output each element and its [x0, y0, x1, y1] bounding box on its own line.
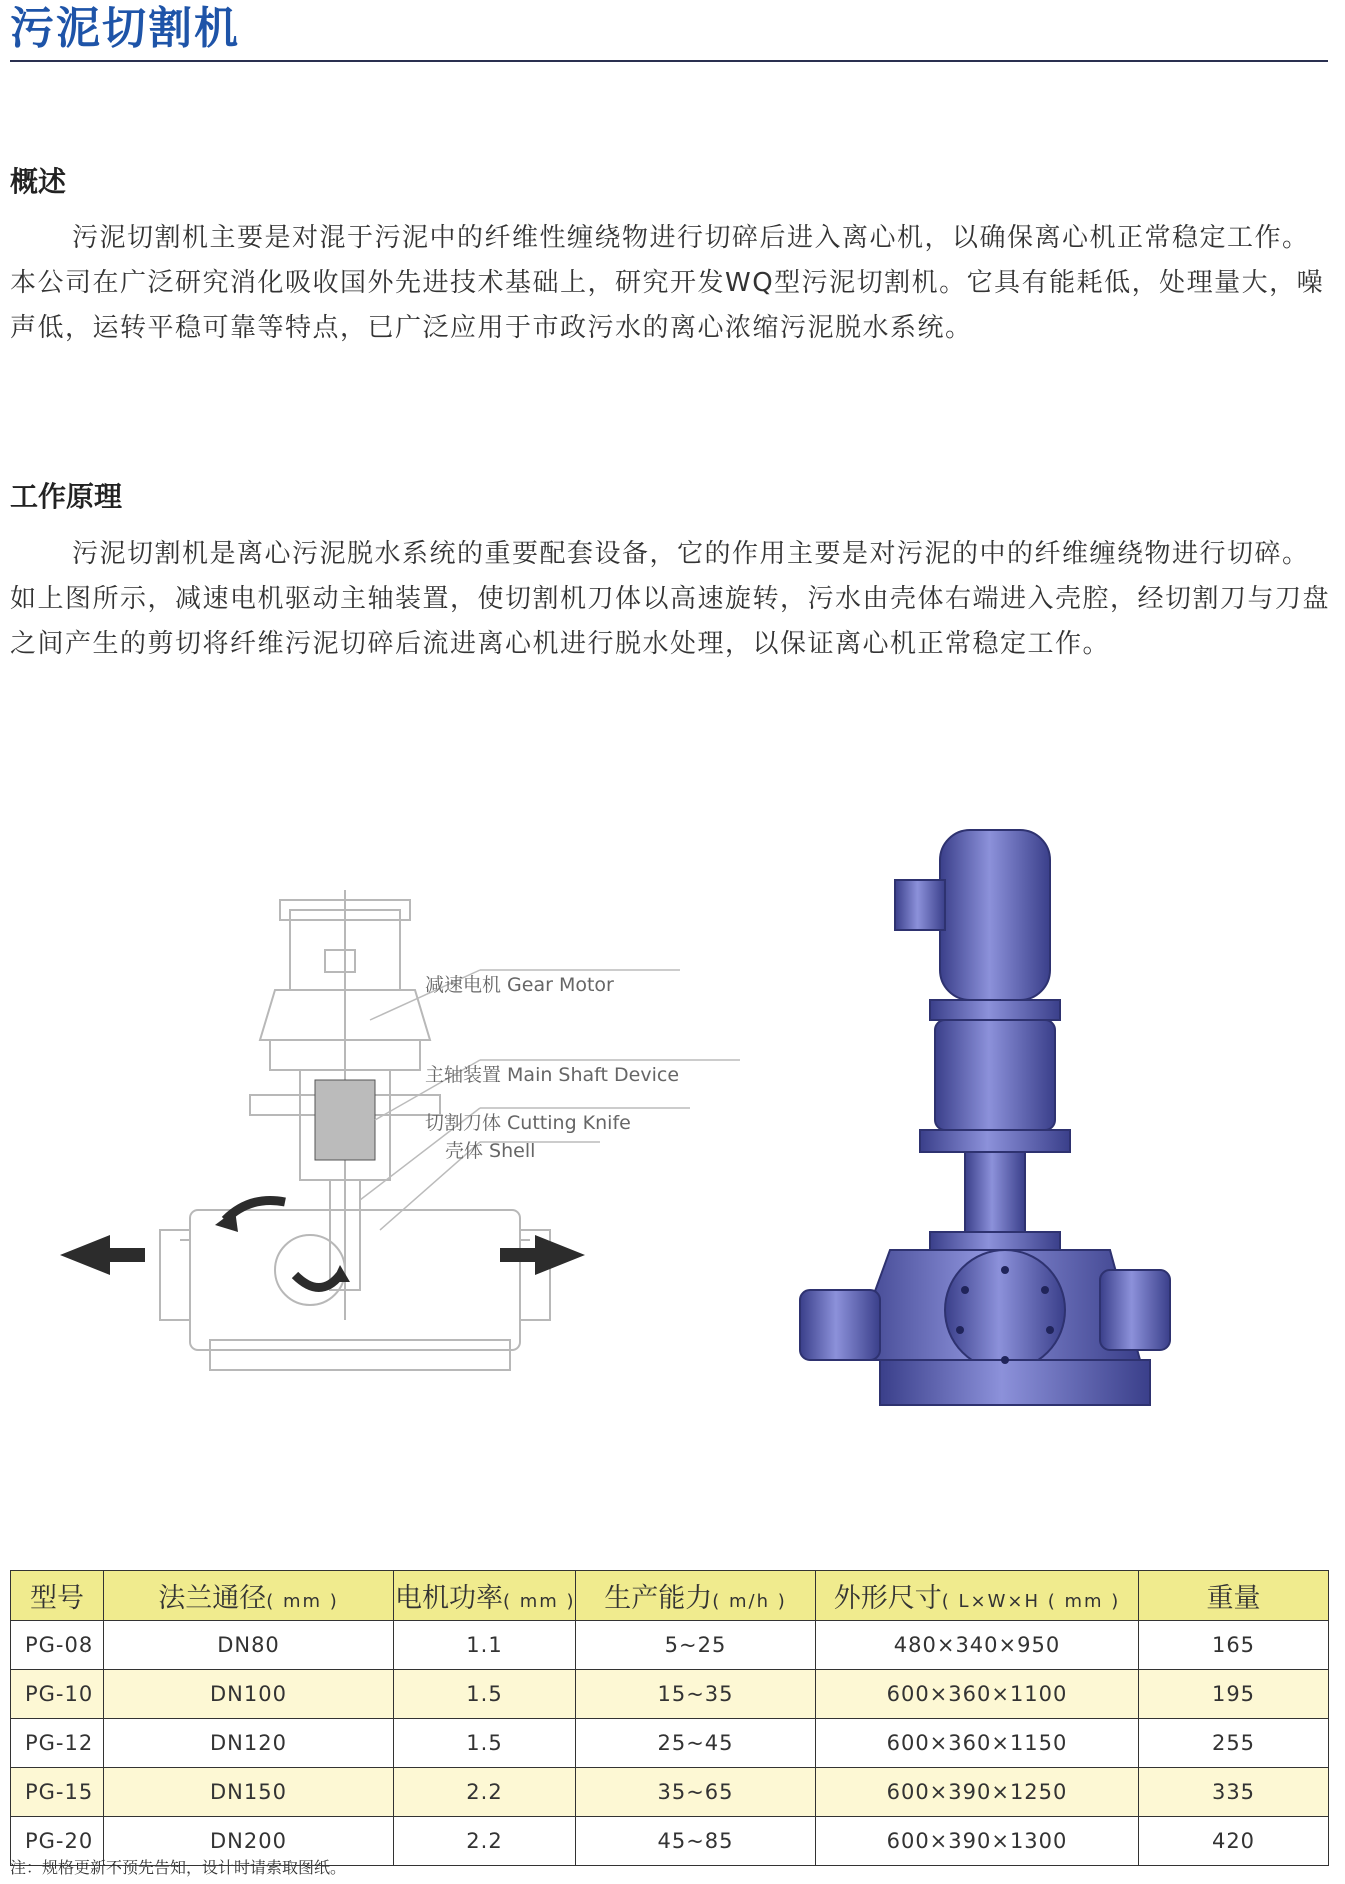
spec-table [10, 1570, 1329, 1866]
overview-heading: 概述 [10, 165, 67, 198]
cell-model: PG-20 [11, 1817, 104, 1866]
header-model: 型号 [11, 1571, 104, 1621]
cell-weight: 195 [1139, 1670, 1329, 1719]
label-cutting-knife: 切割刀体 Cutting Knife [425, 1112, 631, 1134]
cell-capacity: 15~35 [576, 1670, 816, 1719]
table-row [11, 1621, 1329, 1670]
cell-capacity: 45~85 [576, 1817, 816, 1866]
diagram-drawing [40, 880, 760, 1400]
cell-dimensions: 600×360×1150 [816, 1719, 1139, 1768]
page-title: 污泥切割机 [10, 3, 240, 54]
cell-model: PG-15 [11, 1768, 104, 1817]
cell-dimensions: 480×340×950 [816, 1621, 1139, 1670]
cell-flange: DN200 [104, 1817, 394, 1866]
title-divider [10, 60, 1328, 62]
cell-dimensions: 600×390×1300 [816, 1817, 1139, 1866]
cell-capacity: 25~45 [576, 1719, 816, 1768]
cell-dimensions: 600×390×1250 [816, 1768, 1139, 1817]
cell-weight: 255 [1139, 1719, 1329, 1768]
cell-motor-power: 1.1 [394, 1621, 576, 1670]
cell-weight: 335 [1139, 1768, 1329, 1817]
header-dimensions: 外形尺寸( L×W×H ( mm ) [816, 1571, 1139, 1621]
cell-flange: DN100 [104, 1670, 394, 1719]
label-gear-motor: 减速电机 Gear Motor [425, 974, 614, 996]
cell-motor-power: 1.5 [394, 1670, 576, 1719]
machine-illustration [780, 800, 1260, 1440]
header-flange: 法兰通径( mm ) [104, 1571, 394, 1621]
cell-flange: DN120 [104, 1719, 394, 1768]
cell-model: PG-10 [11, 1670, 104, 1719]
principle-heading: 工作原理 [10, 480, 123, 513]
table-row [11, 1719, 1329, 1768]
label-main-shaft: 主轴装置 Main Shaft Device [425, 1064, 680, 1086]
cell-flange: DN150 [104, 1768, 394, 1817]
principle-paragraph: 污泥切割机是离心污泥脱水系统的重要配套设备，它的作用主要是对污泥的中的纤维缠绕物进行切碎。如上图所示，减速电机驱动主轴装置，使切割机刀体以高速旋转，污水由壳体右端进入壳腔，经切割刀与刀盘之间产生的剪切将纤维污泥切碎后流进离心机进行脱水处理，以保证离心机正常稳定工作。 [10, 539, 1331, 659]
table-header-row [11, 1571, 1329, 1621]
cell-motor-power: 2.2 [394, 1768, 576, 1817]
overview-paragraph: 污泥切割机主要是对混于污泥中的纤维性缠绕物进行切碎后进入离心机，以确保离心机正常稳定工作。本公司在广泛研究消化吸收国外先进技术基础上，研究开发WQ型污泥切割机。它具有能耗低，处理量大，噪声低，运转平稳可靠等特点，已广泛应用于市政污水的离心浓缩污泥脱水系统。 [10, 223, 1325, 343]
table-row [11, 1670, 1329, 1719]
cell-flange: DN80 [104, 1621, 394, 1670]
machine-drawing [780, 800, 1260, 1440]
header-motor-power: 电机功率( mm ) [394, 1571, 576, 1621]
cell-dimensions: 600×360×1100 [816, 1670, 1139, 1719]
cell-motor-power: 1.5 [394, 1719, 576, 1768]
cell-motor-power: 2.2 [394, 1817, 576, 1866]
header-weight: 重量 [1139, 1571, 1329, 1621]
cell-capacity: 35~65 [576, 1768, 816, 1817]
footer-note: 注：规格更新不预先告知，设计时请索取图纸。 [10, 1858, 347, 1877]
table-row [11, 1768, 1329, 1817]
cell-weight: 165 [1139, 1621, 1329, 1670]
cell-model: PG-08 [11, 1621, 104, 1670]
cell-model: PG-12 [11, 1719, 104, 1768]
cell-weight: 420 [1139, 1817, 1329, 1866]
label-shell: 壳体 Shell [445, 1140, 536, 1162]
header-capacity: 生产能力( m/h ) [576, 1571, 816, 1621]
cell-capacity: 5~25 [576, 1621, 816, 1670]
cross-section-diagram [40, 880, 760, 1400]
